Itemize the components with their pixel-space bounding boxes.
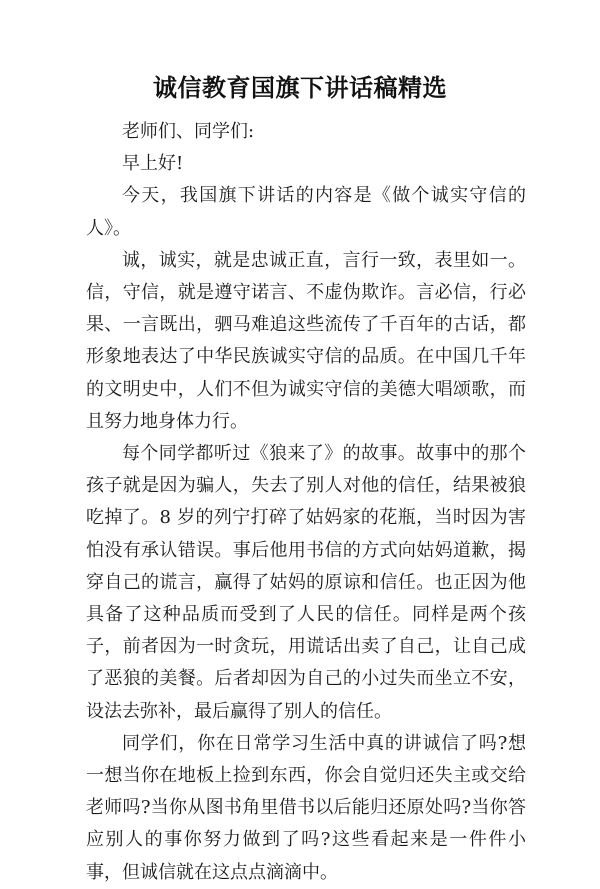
salutation: 老师们、同学们:: [122, 121, 255, 142]
paragraph-reflection: 同学们，你在日常学习生活中真的讲诚信了吗?想一想当你在地板上捡到东西，你会自觉归还失主或交给老师吗?当你从图书角里借书以后能归还原处吗?当你答应别人的事你努力做到了吗?这些看起来是一件件小事，但诚信就在这点点滴滴中。: [86, 732, 526, 883]
paragraph-stories: 每个同学都听过《狼来了》的故事。故事中的那个孩子就是因为骗人，失去了别人对他的信任，结果被狼吃掉了。8 岁的列宁打碎了姑妈家的花瓶，当时因为害怕没有承认错误。事后他用书信的方式向姑妈道歉，揭穿自己的谎言，赢得了姑妈的原谅和信任。也正因为他具备了这种品质而受到了人民的信任。同样是两个孩子，前者因为一时贪玩，用谎话出卖了自己，让自己成了恶狼的美餐。后者却因为自己的小过失而坐立不安，设法去弥补，最后赢得了别人的信任。: [86, 443, 526, 722]
greeting: 早上好!: [122, 153, 184, 175]
document-body: [86, 116, 526, 889]
document-title: 诚信教育国旗下讲话稿精选: [153, 73, 447, 102]
intro-paragraph: 今天，我国旗下讲话的内容是《做个诚实守信的人》。: [86, 185, 526, 239]
paragraph-honesty-definition: 诚，诚实，就是忠诚正直，言行一致，表里如一。信，守信，就是遵守诺言、不虚伪欺诈。言必信，行必果、一言既出，驷马难追这些流传了千百年的古话，都形象地表达了中华民族诚实守信的品质。在中国几千年的文明史中，人们不但为诚实守信的美德大唱颂歌，而且努力地身体力行。: [86, 249, 526, 432]
